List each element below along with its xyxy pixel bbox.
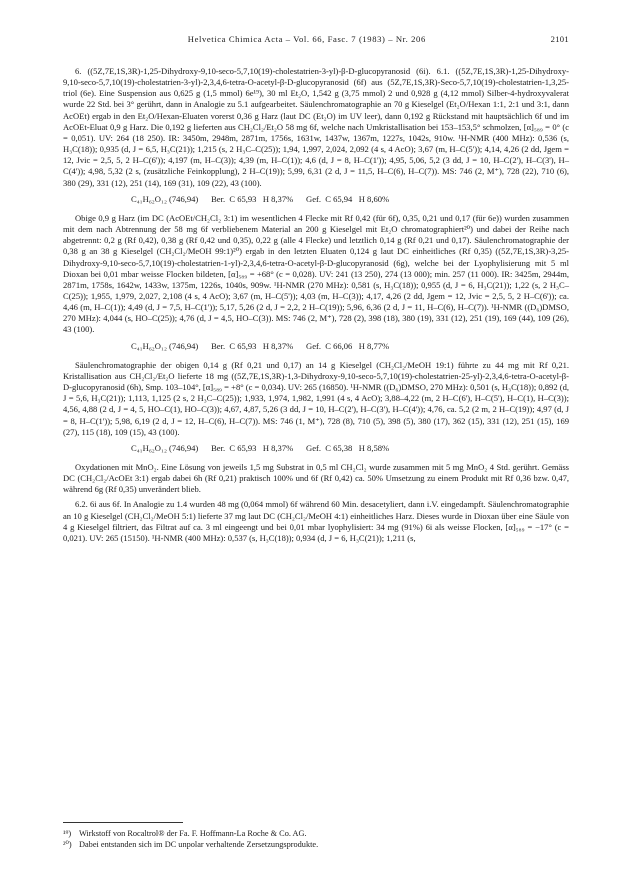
chromatography-paragraph: Obige 0,9 g Harz (im DC (AcOEt/CH₂Cl₂ 3:1) im wesentlichen 4 Flecke mit Rf 0,42 (für 6f), 0,35, 0,21 und 0,17 (für 6e)) wurden zusammen mit dem nach Abtrennung der 58 mg 6f verbliebenem Material an 200 g Kieselgel mit Et₂O chromatographiert²⁰) und dabei der Reihe nach abgetrennt: 0,2 g (Rf 0,42), 0,38 g (Rf 0,42 und 0,35), 0,22 g (alle 4 Flecke) und letztlich 0,14 g (Rf 0,21 und 0,17). Säulenchromatographie der 0,38 g an 38 g Kieselgel (CH₂Cl₂/MeOH 99:1)²⁰) ergab in den letzten Eluaten 0,124 g laut DC einheitliches (Rf 0,35) ((5Z,7E,1S,3R)-3,25-Dihydroxy-9,10-seco-5,7,10(19)-cholestatrien-1-yl)-2,3,4,6-tetra-O-acetyl-β-D-glucopyranosid (6g), welche bei der Lyophylisierung mit 5 ml Dioxan bei 0,01 mbar weisse Flocken bildeten, [α]₅₈₉ = +68° (c = 0,028). UV: 241 (13 250), 274 (13 000); min. 257 (11 000). IR: 3425m, 2944m, 2871m, 1758s, 1642w, 1433w, 1375m, 1226s, 1040s, 909w. ¹H-NMR (270 MHz): 0,581 (s, H₃C(18)); 0,955 (d, J = 6, H₃C(21)); 1,22 (s, 2 H₃C–C(25)); 1,955, 1,979, 2,027, 2,108 (4 s, 4 AcO); 3,67 (m, H–C(5')); 4,03 (m, H–C(3)); 4,17, 4,26 (2 dd, Jgem = 12, Jvic = 2,5, 5, 2 H–C(6')); ca. 4,46 (m, H–C(1)); 4,49 (d, J = 7,5, H–C(1')); 5,17, 5,26 (2 d, J = 2,2, 2 H–C(19)); 5,96, 6,36 (2 d, J = 11, H–C(6), H–C(7)). ¹H-NMR ((D₆)DMSO, 270 MHz): 4,044 (s, HO–C(25)); 4,76 (d, J = 4,5, HO–C(3)). MS: 746 (2, M⁺), 728 (2), 398 (18), 380 (19), 331 (12), 251 (19), 169 (44), 109 (26), 43 (100).: [63, 212, 569, 335]
footnote-text: Wirkstoff von Rocaltrol® der Fa. F. Hoffmann-La Roche & Co. AG.: [79, 829, 307, 838]
journal-title: Helvetica Chimica Acta – Vol. 66, Fasc. 7 (1983) – Nr. 206: [187, 34, 426, 44]
footnote-20: [63, 839, 569, 850]
footnote-19: [63, 828, 569, 839]
footnote-rule: [63, 822, 183, 823]
column-chromatography-paragraph: Säulenchromatographie der obigen 0,14 g (Rf 0,21 und 0,17) an 14 g Kieselgel (CH₂Cl₂/MeOH 19:1) führte zu 44 mg mit Rf 0,21. Kristallisation aus CH₂Cl₂/Et₂O lieferte 18 mg ((5Z,7E,1S,3R)-1,3-Dihydroxy-9,10-seco-5,7,10(19)-cholestatrien-25-yl)-2,3,4,6-tetra-O-acetyl-β-D-glucopyranosid (6h), Smp. 103–104°, [α]₅₈₉ = +8° (c = 0,034). UV: 265 (16850). ¹H-NMR ((D₆)DMSO, 270 MHz): 0,501 (s, H₃C(18)); 0,892 (d, J = 5,6, H₃C(21)); 1,113, 1,125 (2 s, 2 H₃C–C(25)); 1,933, 1,974, 1,982, 1,991 (4 s, 4 AcO); 3,88–4,22 (m, 2 H–C(6'), H–C(5'), H–C(1), H–C(3)); 4,56, 4,88 (2 d, J = 4, 5, HO–C(1), HO–C(3)); 4,67, 4,87, 5,26 (3 dd, J = 10, H–C(2'), H–C(3'), H–C(4')); 4,76, ca. 5,2 (2 m, 2 H–C(19)); 4,97 (d, J = 8, H–C(1')); 5,98, 6,19 (2 d, J = 12, H–C(6), H–C(7)). MS: 746 (1, M⁺), 728 (8), 710 (5), 398 (5), 380 (17), 362 (15), 331 (12), 251 (15), 169 (27), 115 (18), 109 (15), 43 (100).: [63, 359, 569, 437]
mno2-oxidation-paragraph: Oxydationen mit MnO₂. Eine Lösung von jeweils 1,5 mg Substrat in 0,5 ml CH₂Cl₂ wurde zusammen mit 5 mg MnO₂ 4 Std. gerührt. Gemäss DC (CH₂Cl₂/AcOEt 3:1) ergab dabei 6h (Rf 0,21) praktisch 100% und 6f (Rf 0,42) ca. 50% Umsetzung zu einem Produkt mit Rf 0,36 bzw. 0,47, während 6g (Rf 0,35) unverändert blieb.: [63, 462, 569, 495]
page-number: 2101: [550, 34, 569, 44]
footnote-text: Dabei entstanden sich im DC unpolar verhaltende Zersetzungsprodukte.: [79, 840, 319, 849]
section-6-paragraph: 6. ((5Z,7E,1S,3R)-1,25-Dihydroxy-9,10-seco-5,7,10(19)-cholestatrien-3-yl)-β-D-glucopyranosid (6i). 6.1. ((5Z,7E,1S,3R)-1,25-Dihydroxy-9,10-seco-5,7,10(19)-cholestatrien-3-yl)-2,3,4,6-tetra-O-acetyl-β-D-glucopyranosid (6f) aus (5Z,7E,1S,3R)-Seco-5,7,10(19)-cholestatrien-1,3,25-triol (6e). Eine Suspension aus 0,625 g (1,5 mmol) 6e¹⁹), 30 ml Et₂O, 1,542 g (3,75 mmol) 2 und 0,928 g (4,12 mmol) Silber-4-hydroxyvalerat wurde 22 Std. bei 3° gerührt, dann in Analogie zu 5.1 aufgearbeitet. Säulenchromatographie an 70 g Kieselgel (Et₂O/Hexan 1:1, 2:1 und 3:1, dann AcOEt) ergab in den Et₂O/Hexan-Eluaten vorerst 0,36 g Harz (laut DC (Et₂O) im UV leer), dann 0,192 g Rückstand mit hauptsächlich 6f und im AcOEt-Eluat 0,9 g Harz. Die 0,192 g lieferten aus CH₂Cl₂/Et₂O 58 mg 6f, welche nach Umkristallisation bei 153–153,5° schmolzen, [α]₅₈₉ = 0° (c = 0,051). UV: 264 (18 250). IR: 3450m, 2948m, 2871m, 1756s, 1631w, 1437w, 1367m, 1227s, 1042s, 910w. ¹H-NMR (400 MHz): 0,536 (s, H₃C(18)); 0,935 (d, J = 6,5, H₃C(21)); 1,215 (s, 2 H₃C–C(25)); 1,94, 1,997, 2,024, 2,092 (4 s, 4 AcO); 3,67 (m, H–C(5')); 4,14, 4,26 (2 dd, Jgem = 12, Jvic = 2,5, 5, 2 H–C(6')); 4,197 (m, H–C(3)); 4,39 (m, H–C(1)); 4,6 (d, J = 8, H–C(1')); 4,95, 5,06, 5,2 (3 dd, J = 10, H–C(2'), H–C(3'), H–C(4')); 4,98, 5,32 (2 s, (zusätzliche Feinkopplung), 2 H–C(19)); 5,99, 6,31 (2 d, J = 11,5, H–C(6), H–C(7)). MS: 746 (2, M⁺), 728 (22), 710 (6), 380 (29), 331 (12), 251 (14), 169 (31), 109 (22), 43 (100).: [63, 66, 569, 188]
running-header: [63, 34, 569, 44]
footnote-mark: ¹⁹): [63, 829, 72, 838]
elemental-analysis-6g: C₄₁H₆₂O₁₂ (746,94) Ber. C 65,93 H 8,37% Gef. C 66,06 H 8,77%: [131, 340, 390, 351]
footnotes: [63, 828, 569, 850]
elemental-analysis-6h: C₄₁H₆₂O₁₂ (746,94) Ber. C 65,93 H 8,37% Gef. C 65,38 H 8,58%: [131, 442, 390, 453]
elemental-analysis-6f: C₄₁H₆₂O₁₂ (746,94) Ber. C 65,93 H 8,37% Gef. C 65,94 H 8,60%: [131, 193, 390, 204]
section-6-2-paragraph: 6.2. 6i aus 6f. In Analogie zu 1.4 wurden 48 mg (0,064 mmol) 6f während 60 Min. desacetyliert, dann i.V. eingedampft. Säulenchromatographie an 10 g Kieselgel (CH₂Cl₂/MeOH 5:1) lieferte 37 mg laut DC (CH₂Cl₂/MeOH 4:1) einheitliches Harz. Dieses wurde in Dioxan über eine Säule von 4 g Kieselgel filtriert, das Filtrat auf ca. 3 ml eingeengt und bei 0,01 mbar lyophylisiert: 34 mg (91%) 6i als weisse Flocken, [α]₅₈₉ = −17° (c = 0,021). UV: 265 (15150). ¹H-NMR (400 MHz): 0,537 (s, H₃C(18)); 0,934 (d, J = 6, H₃C(21)); 1,211 (s,: [63, 499, 569, 543]
journal-page: [63, 34, 569, 849]
footnote-mark: ²⁰): [63, 840, 72, 849]
